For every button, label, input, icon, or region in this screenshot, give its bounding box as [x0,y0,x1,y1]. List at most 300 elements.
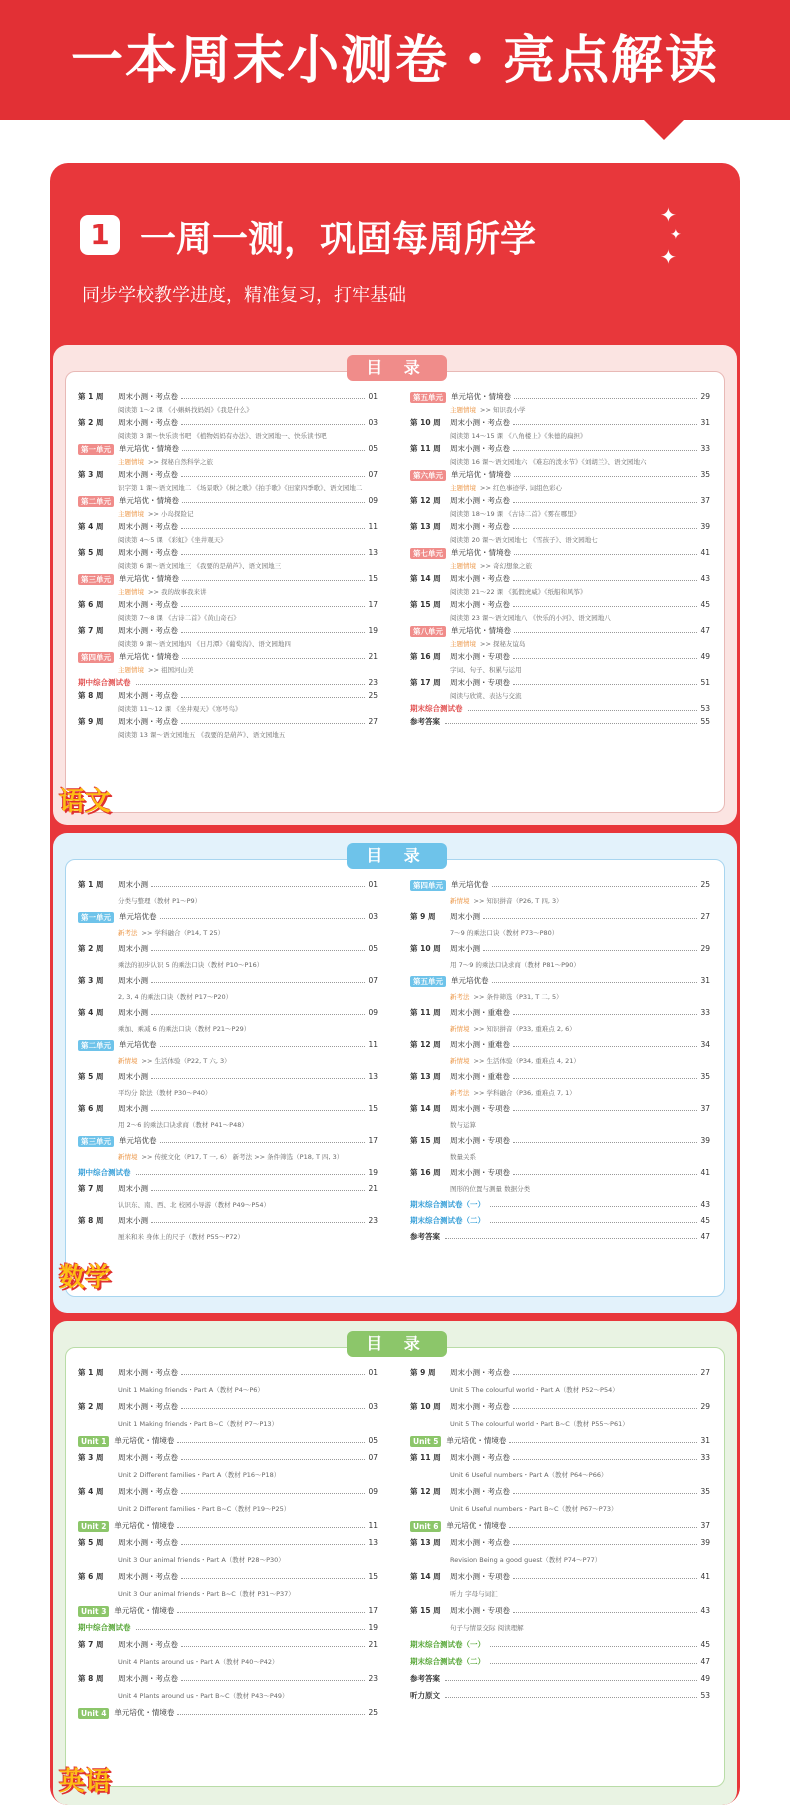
toc-entry[interactable] [78,974,378,988]
toc-entry[interactable] [78,1621,378,1635]
toc-entry[interactable] [410,1451,710,1465]
entry-detail [410,1383,710,1397]
dot-leader [514,554,697,555]
highlight-tag: 主题情境 [450,484,476,492]
week-label: 第 1 周 [78,392,104,401]
dot-leader [160,1046,366,1047]
detail-text: >> 知识我小学 [480,406,526,414]
page-number: 45 [700,1216,710,1225]
dot-leader [151,1190,365,1191]
dot-leader [177,1612,365,1613]
toc-entry[interactable] [78,416,378,430]
toc-entry[interactable] [78,1134,378,1148]
detail-text: 乘法的初步认识 5 的乘法口诀（教材 P10～P16） [118,961,264,969]
toc-entry[interactable] [78,1604,378,1618]
toc-entry[interactable] [78,390,378,404]
page-number: 53 [700,1691,710,1700]
highlight-tag: 主题情境 [118,458,144,466]
toc-entry[interactable] [78,520,378,534]
entry-title: 单元培优・情境卷 [446,1436,507,1445]
toc-entry[interactable] [410,1230,710,1244]
toc-entry[interactable] [410,494,710,508]
dot-leader [490,1663,697,1664]
entry-title: 单元培优・情境卷 [451,470,511,479]
toc-entry[interactable] [410,1570,710,1584]
subject-label-math: 数学 [59,1263,112,1293]
toc-entry[interactable] [78,1006,378,1020]
detail-text: Revision Being a good guest（教材 P74～P77） [450,1556,602,1564]
entry-detail [78,1655,378,1669]
entry-title: 单元培优・情境卷 [451,626,511,635]
dot-leader [492,982,698,983]
toc-entry[interactable] [78,1434,378,1448]
detail-text: 阅读第 3 课～快乐读书吧 《植物妈妈有办法》、语文园地一、快乐读书吧 [118,432,327,440]
page-number: 21 [368,652,378,661]
toc-entry[interactable] [410,442,710,456]
entry-detail [410,1118,710,1132]
entry-title: 周末小测・考点卷 [450,600,510,609]
entry-title: 周末小测・考点卷 [118,522,178,531]
entry-detail [78,611,378,625]
toc-entry[interactable] [78,1038,378,1052]
week-label: 第 6 周 [78,600,104,609]
entry-detail [78,481,378,495]
detail-text: 用 2～6 的乘法口诀求商（教材 P41～P48） [118,1121,248,1129]
entry-title: 单元培优・情境卷 [114,1708,175,1717]
dot-leader [181,1374,365,1375]
entry-detail [78,1553,378,1567]
toc-entry[interactable] [410,1536,710,1550]
toc-entry[interactable] [410,1485,710,1499]
toc-entry[interactable] [410,1166,710,1180]
entry-title: 周末小测 [118,1104,148,1113]
page-number: 37 [700,1521,710,1530]
toc-entry[interactable] [410,1102,710,1116]
dot-leader [182,658,365,659]
dot-leader [177,1442,365,1443]
page-number: 03 [368,1402,378,1411]
page-number: 25 [368,691,378,700]
toc-entry[interactable] [78,1638,378,1652]
chinese-toc-section [53,345,737,825]
entry-title: 单元培优・情境卷 [119,574,179,583]
page-number: 15 [368,1104,378,1113]
page-number: 17 [368,1606,378,1615]
toc-entry[interactable] [78,572,378,586]
toc-entry[interactable] [78,1536,378,1550]
page-number: 39 [700,1136,710,1145]
toc-entry[interactable] [410,974,710,988]
detail-text: >> 学科融合（P14, T 25） [141,929,225,937]
toc-entry[interactable] [410,1006,710,1020]
entry-title: 单元培优卷 [451,976,489,985]
toc-entry[interactable] [410,1038,710,1052]
week-label: 第 17 周 [410,678,441,687]
unit-badge: 第四单元 [78,652,114,663]
entry-title: 周末小测・考点卷 [118,1572,178,1581]
toc-entry[interactable] [78,1070,378,1084]
page-number: 45 [700,1640,710,1649]
toc-entry[interactable] [410,942,710,956]
entry-detail [78,990,378,1004]
toc-entry[interactable] [78,1400,378,1414]
detail-text: Unit 1 Making friends・Part A（教材 P4～P6） [118,1386,264,1394]
week-label: 第 7 周 [78,1640,104,1649]
dot-leader [513,1142,697,1143]
entry-title: 周末小测・考点卷 [118,600,178,609]
exam-title: 期末综合测试卷 [410,704,463,713]
toc-entry[interactable] [410,676,710,690]
toc-entry[interactable] [78,910,378,924]
entry-detail [410,1417,710,1431]
dot-leader [513,684,697,685]
highlight-tag: 新考法 [450,993,470,1001]
toc-entry[interactable] [410,1672,710,1686]
entry-title: 周末小测 [118,944,148,953]
entry-detail [410,689,710,703]
detail-text: 识字第 1 课～语文园地二 《场景歌》《树之歌》《拍手歌》《田家四季歌》、语文园地二 [118,484,363,492]
toc-entry[interactable] [78,1102,378,1116]
sparkle-icon: ✦ [670,227,682,243]
entry-detail [410,637,710,651]
week-label: 第 11 周 [410,1453,441,1462]
toc-entry[interactable] [78,1570,378,1584]
toc-right-column [410,390,710,728]
toc-entry[interactable] [78,689,378,703]
week-label: 第 9 周 [410,1368,436,1377]
highlight-tag: 新情境 [450,1025,470,1033]
page-number: 07 [368,1453,378,1462]
page-number: 27 [368,717,378,726]
unit-badge: 第四单元 [410,880,446,891]
toc-entry[interactable] [410,1434,710,1448]
appendix-title: 参考答案 [410,1232,440,1241]
toc-entry[interactable] [78,942,378,956]
entry-title: 单元培优・情境卷 [119,444,179,453]
entry-detail [410,1182,710,1196]
week-label: 第 13 周 [410,522,441,531]
detail-text: Unit 4 Plants around us・Part A（教材 P40～P42） [118,1658,279,1666]
toc-entry[interactable] [410,715,710,729]
page-number: 19 [368,626,378,635]
toc-entry[interactable] [78,1672,378,1686]
entry-title: 周末小测 [450,944,480,953]
detail-text: >> 祖国河山美 [148,666,194,674]
entry-detail [78,1086,378,1100]
page-number: 19 [368,1168,378,1177]
toc-entry[interactable] [410,1519,710,1533]
toc-entry[interactable] [410,1214,710,1228]
sparkle-icon: ✦ [660,245,677,269]
detail-text: 阅读第 6 课～语文园地三 《我要的是葫芦》、语文园地三 [118,562,282,570]
page-number: 43 [700,574,710,583]
unit-badge: 第六单元 [410,470,446,481]
entry-title: 周末小测・考点卷 [118,392,178,401]
page-number: 29 [700,944,710,953]
page-number: 37 [700,496,710,505]
entry-title: 周末小测・考点卷 [118,1402,178,1411]
dot-leader [513,1046,697,1047]
toc-entry[interactable] [410,468,710,482]
page-number: 11 [368,522,378,531]
toc-entry[interactable] [410,598,710,612]
feature-card [50,163,740,1805]
dot-leader [513,450,697,451]
unit-badge: Unit 5 [410,1436,441,1447]
appendix-title: 参考答案 [410,1674,440,1683]
detail-text: 阅读第 1～2 课 《小蝌蚪找妈妈》《我是什么》 [118,406,253,414]
week-label: 第 6 周 [78,1572,104,1581]
detail-text: 字词、句子、积累与运用 [450,666,522,674]
detail-text: Unit 2 Different families・Part A（教材 P16～P18） [118,1471,281,1479]
entry-title: 周末小测・专项卷 [450,1168,510,1177]
toc-entry[interactable] [410,416,710,430]
entry-title: 周末小测・考点卷 [118,418,178,427]
detail-text: >> 生活体验（P22, T 六, 3） [141,1057,231,1065]
toc-entry[interactable] [78,1706,378,1720]
entry-detail [78,455,378,469]
page-number: 45 [700,600,710,609]
entry-detail [78,894,378,908]
toc-panel [65,371,725,813]
week-label: 第 3 周 [78,1453,104,1462]
dot-leader [490,1206,697,1207]
entry-title: 周末小测・考点卷 [118,691,178,700]
toc-entry[interactable] [410,572,710,586]
toc-entry[interactable] [410,650,710,664]
week-label: 第 3 周 [78,976,104,985]
entry-title: 周末小测・考点卷 [118,717,178,726]
toc-entry[interactable] [78,624,378,638]
page-number: 31 [700,418,710,427]
unit-badge: Unit 2 [78,1521,109,1532]
toc-entry[interactable] [78,715,378,729]
toc-entry[interactable] [410,1366,710,1380]
toc-entry[interactable] [78,1214,378,1228]
entry-title: 周末小测・考点卷 [118,1487,178,1496]
detail-text: 乘加、乘减 6 的乘法口诀（教材 P21～P29） [118,1025,251,1033]
dot-leader [492,886,698,887]
dot-leader [136,684,366,685]
appendix-title: 听力原文 [410,1691,440,1700]
toc-entry[interactable] [410,1400,710,1414]
toc-entry[interactable] [410,1689,710,1703]
toc-entry[interactable] [78,676,378,690]
dot-leader [513,1110,697,1111]
detail-text: 厘米和米 身体上的尺子（教材 P55～P72） [118,1233,245,1241]
entry-title: 周末小测・考点卷 [450,1402,510,1411]
page-number: 41 [700,548,710,557]
entry-title: 周末小测・考点卷 [450,418,510,427]
toc-entry[interactable] [78,650,378,664]
detail-text: 认识东、南、西、北 校园小导游（教材 P49～P54） [118,1201,271,1209]
unit-badge: Unit 4 [78,1708,109,1719]
dot-leader [181,1459,365,1460]
page-number: 34 [700,1040,710,1049]
detail-text: 阅读第 14～15 课 《八角楼上》《朱德的扁担》 [450,432,587,440]
toc-entry[interactable] [410,1655,710,1669]
entry-detail [410,1086,710,1100]
entry-detail [410,1054,710,1068]
entry-detail [410,926,710,940]
page-number: 03 [368,418,378,427]
entry-detail [78,1054,378,1068]
dot-leader [513,1544,697,1545]
entry-title: 周末小测 [118,1216,148,1225]
entry-title: 单元培优・情境卷 [451,548,511,557]
highlight-tag: 新情境 [450,897,470,905]
toc-right-column [410,878,710,1246]
toc-entry[interactable] [78,1451,378,1465]
detail-text: 2, 3, 4 的乘法口诀（教材 P17～P20） [118,993,233,1001]
page-number: 23 [368,1216,378,1225]
exam-title: 期中综合测试卷 [78,1168,131,1177]
week-label: 第 5 周 [78,1538,104,1547]
entry-title: 周末小测・专项卷 [450,1606,510,1615]
entry-detail [410,455,710,469]
week-label: 第 14 周 [410,1572,441,1581]
page-number: 17 [368,1136,378,1145]
dot-leader [160,918,366,919]
entry-detail [410,1553,710,1567]
entry-title: 单元培优・情境卷 [119,652,179,661]
toc-entry[interactable] [78,1366,378,1380]
feature-subtitle: 同步学校教学进度，精准复习，打牢基础 [82,285,406,306]
week-label: 第 8 周 [78,691,104,700]
toc-entry[interactable] [78,598,378,612]
toc-entry[interactable] [410,1070,710,1084]
unit-badge: 第五单元 [410,392,446,403]
entry-detail [78,559,378,573]
entry-detail [410,1150,710,1164]
unit-badge: 第二单元 [78,496,114,507]
toc-entry[interactable] [78,494,378,508]
week-label: 第 5 周 [78,1072,104,1081]
page-number: 21 [368,1184,378,1193]
unit-badge: 第一单元 [78,444,114,455]
dot-leader [513,1578,697,1579]
entry-detail [410,1621,710,1635]
dot-leader [490,1646,697,1647]
page-number: 01 [368,1368,378,1377]
page-number: 33 [700,444,710,453]
week-label: 第 15 周 [410,1606,441,1615]
dot-leader [181,554,365,555]
dot-leader [151,982,365,983]
entry-title: 单元培优卷 [119,1040,157,1049]
dot-leader [513,658,697,659]
week-label: 第 11 周 [410,444,441,453]
toc-entry[interactable] [78,1166,378,1180]
dot-leader [181,1680,365,1681]
detail-text: 7～9 的乘法口诀（教材 P73～P80） [450,929,559,937]
page-number: 17 [368,600,378,609]
toc-entry[interactable] [78,468,378,482]
detail-text: >> 学科融合（P36, 重难点 7, 1） [473,1089,576,1097]
toc-entry[interactable] [78,546,378,560]
toc-entry[interactable] [78,442,378,456]
exam-title: 期末综合测试卷（二） [410,1216,485,1225]
entry-title: 周末小测・考点卷 [118,1640,178,1649]
detail-text: >> 我的故事我来讲 [148,588,207,596]
detail-text: 阅读第 18～19 课 《古诗二首》《雾在哪里》 [450,510,580,518]
detail-text: 阅读第 7～8 课 《古诗二首》《黄山奇石》 [118,614,240,622]
dot-leader [445,1680,697,1681]
entry-detail [78,429,378,443]
entry-detail [78,1230,378,1244]
toc-entry[interactable] [410,1134,710,1148]
week-label: 第 8 周 [78,1674,104,1683]
page-number: 05 [368,944,378,953]
week-label: 第 15 周 [410,1136,441,1145]
dot-leader [177,1714,365,1715]
highlight-tag: 主题情境 [118,588,144,596]
week-label: 第 10 周 [410,418,441,427]
dot-leader [513,424,697,425]
detail-text: 阅读第 11～12 课 《坐井观天》《寒号鸟》 [118,705,242,713]
toc-entry[interactable] [78,1519,378,1533]
detail-text: >> 传统文化（P17, T 一, 6） 新考法 >> 条件筛选（P18, T 四, 3） [141,1153,344,1161]
toc-entry[interactable] [410,520,710,534]
toc-entry[interactable] [410,546,710,560]
toc-entry[interactable] [410,878,710,892]
toc-entry[interactable] [410,910,710,924]
page-number: 35 [700,1487,710,1496]
toc-entry[interactable] [410,624,710,638]
entry-title: 单元培优卷 [119,1136,157,1145]
unit-badge: Unit 3 [78,1606,109,1617]
math-toc-section [53,833,737,1313]
entry-detail [410,663,710,677]
toc-entry[interactable] [410,1638,710,1652]
entry-detail [410,1468,710,1482]
page-number: 43 [700,1200,710,1209]
week-label: 第 11 周 [410,1008,441,1017]
page-number: 09 [368,1487,378,1496]
entry-detail [78,702,378,716]
exam-title: 期末综合测试卷（一） [410,1640,485,1649]
dot-leader [468,710,698,711]
dot-leader [483,950,697,951]
highlight-tag: 新考法 [450,1089,470,1097]
toc-entry[interactable] [410,1604,710,1618]
dot-leader [181,1493,365,1494]
highlight-tag: 主题情境 [450,640,476,648]
dot-leader [513,1612,697,1613]
week-label: 第 12 周 [410,1487,441,1496]
entry-detail [78,1383,378,1397]
toc-entry[interactable] [78,1182,378,1196]
toc-entry[interactable] [410,1198,710,1212]
detail-text: 阅读第 9 课～语文园地四 《日月潭》《葡萄沟》、语文园地四 [118,640,291,648]
dot-leader [513,1493,697,1494]
entry-title: 周末小测・专项卷 [450,1104,510,1113]
toc-entry[interactable] [410,702,710,716]
page-number: 13 [368,548,378,557]
entry-detail [78,728,378,742]
toc-entry[interactable] [78,878,378,892]
unit-badge: 第三单元 [78,574,114,585]
detail-text: Unit 3 Our animal friends・Part B~C（教材 P31～P37） [118,1590,295,1598]
toc-entry[interactable] [78,1485,378,1499]
page-number: 31 [700,976,710,985]
detail-text: >> 生活体验（P34, 重难点 4, 21） [473,1057,580,1065]
toc-entry[interactable] [410,390,710,404]
page-number: 49 [700,652,710,661]
highlight-tag: 主题情境 [118,510,144,518]
page-number: 15 [368,1572,378,1581]
dot-leader [151,1110,365,1111]
